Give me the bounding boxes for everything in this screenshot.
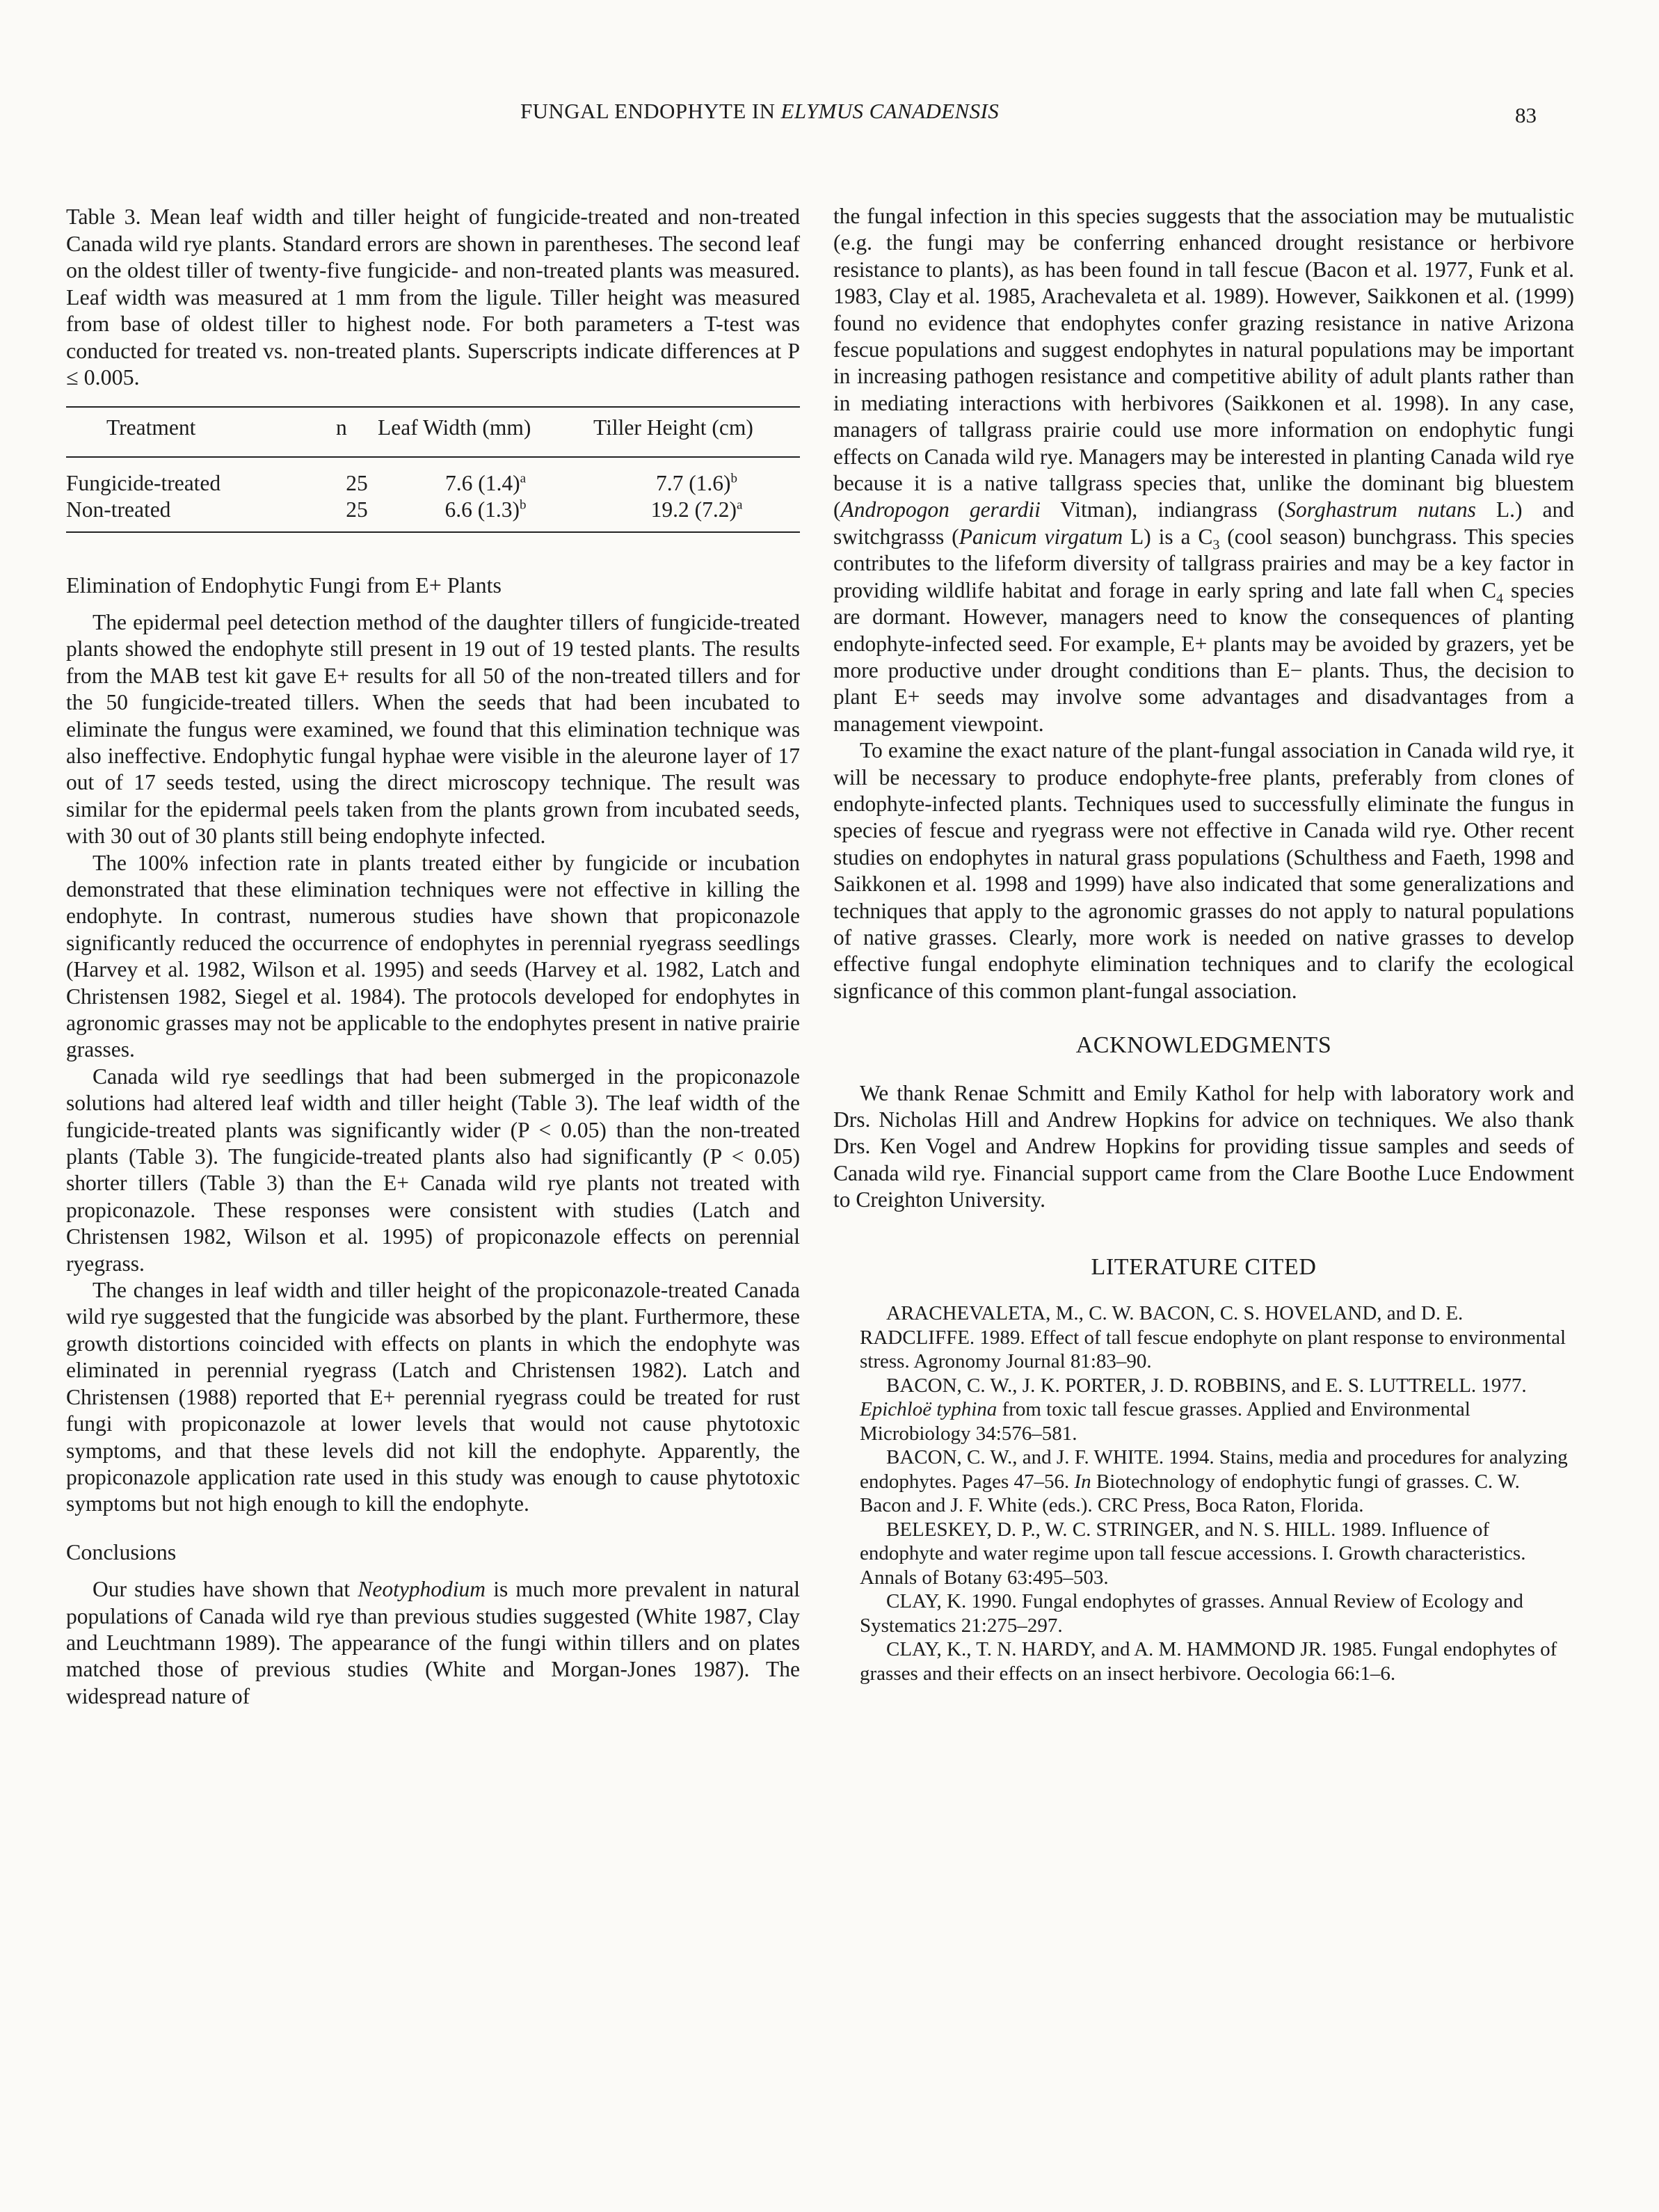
paragraph: Canada wild rye seedlings that had been submerged in the propiconazole solutions had altered leaf width and tiller height (Table 3). The leaf width of the fungicide-treated plants was significantly wider (P < 0.05) than the non-treated plants (Table 3). The fungicide-treated plants also had significantly (P < 0.05) shorter tillers (Table 3) than the E+ Canada wild rye plants not treated with propiconazole. These responses were consistent with studies (Latch and Christensen 1982, Wilson et al. 1995) of propiconazole effects on perennial ryegrass. — [66, 1064, 800, 1276]
reference-item — [833, 1374, 1574, 1446]
text-run: L.) and switchgrasss ( — [833, 497, 1574, 549]
acknowledgments — [833, 1080, 1574, 1214]
reference-item: CLAY, K. 1990. Fungal endophytes of grasses. Annual Review of Ecology and Systematics 21:275–297. — [860, 1590, 1523, 1637]
text-run: from toxic tall fescue grasses. Applied and Environmental Microbiology 34:576–581. — [860, 1398, 1470, 1445]
paragraph — [66, 1576, 800, 1710]
text-run-italic: In — [1074, 1470, 1091, 1493]
table-row — [66, 497, 800, 532]
text-run: Vitman), indiangrass ( — [1040, 497, 1285, 522]
species-name: Panicum virgatum — [959, 524, 1123, 549]
table-caption: Table 3. Mean leaf width and tiller height of fungicide-treated and non-treated Canada wild rye plants. Standard errors are shown in parentheses. The second leaf on the oldest tiller of twenty-five fungicide- and non-treated plants was measured. Leaf width was measured at 1 mm from the ligule. Tiller height was measured from base of oldest tiller to highest node. For both parameters a T-test was conducted for treated vs. non-treated plants. Superscripts indicate differences at P ≤ 0.005. — [66, 204, 800, 390]
subscript: 3 — [1212, 537, 1220, 553]
text-run: the fungal infection in this species suggests that the association may be mutualistic (e.g. the fungi may be conferring enhanced drought resistance or herbivore resistance to plants), as has been found in tall fescue (Bacon et al. 1977, Funk et al. 1983, Clay et al. 1985, Arachevaleta et al. 1989). However, Saikkonen et al. (1999) found no evidence that endophytes confer grazing resistance in native Arizona fescue populations and suggest endophytes in natural populations may be important in increasing pathogen resistance and competitive ability of adult plants rather than in mediating interactions with herbivores (Saikkonen et al. 1998). In any case, managers of tallgrass prairie could use more information on endophytic fungi effects on Canada wild rye. Managers may be interested in planting Canada wild rye because it is a native tallgrass species that, unlike the dominant big bluestem ( — [833, 204, 1574, 522]
leaf-superscript: a — [520, 471, 527, 486]
running-head-text: FUNGAL ENDOPHYTE IN — [520, 99, 781, 123]
leaf-value: 6.6 (1.3) — [444, 497, 520, 522]
acknowledgments-heading: ACKNOWLEDGMENTS — [1075, 1032, 1332, 1059]
tiller-value: 7.7 (1.6) — [655, 470, 731, 495]
running-head-species: ELYMUS CANADENSIS — [780, 99, 1000, 123]
cell-n: 25 — [336, 497, 378, 532]
reference-item — [833, 1445, 1574, 1518]
genus-name: Neotyphodium — [358, 1577, 486, 1602]
tiller-superscript: b — [730, 471, 738, 486]
page-number: 83 — [1515, 103, 1537, 127]
col-header-n: n — [336, 407, 378, 457]
subscript: 4 — [1496, 590, 1503, 606]
reference-item: CLAY, K., T. N. HARDY, and A. M. HAMMOND JR. 1985. Fungal endophytes of grasses and their effects on an insect herbivore. Oecologia 66:1–6. — [860, 1638, 1557, 1685]
text-run: species are dormant. However, managers need to know the consequences of planting endophyte-infected seed. For example, E+ plants may be avoided by grazers, yet be more productive under drought conditions than E− plants. Thus, the decision to plant E+ seeds may involve some advantages and disadvantages from a management viewpoint. — [833, 577, 1574, 736]
text-run: (cool season) bunchgrass. This species contributes to the lifeform diversity of tallgrass prairies and may be a key factor in providing wildlife habitat and forage in early spring and late fall when C — [833, 524, 1574, 602]
section-heading-elimination: Elimination of Endophytic Fungi from E+ Plants — [66, 572, 502, 598]
species-name: Epichloë typhina — [860, 1398, 997, 1421]
paragraph: The 100% infection rate in plants treated either by fungicide or incubation demonstrated that these elimination techniques were not effective in killing the endophyte. In contrast, numerous studies have shown that propiconazole significantly reduced the occurrence of endophytes in perennial ryegrass seedlings (Harvey et al. 1982, Wilson et al. 1995) and seeds (Harvey et al. 1982, Latch and Christensen 1982, Siegel et al. 1984). The protocols developed for endophytes in agronomic grasses may not be applicable to the endophytes present in native prairie grasses. — [66, 850, 800, 1062]
text-run: Our studies have shown that — [93, 1577, 358, 1602]
paragraph: To examine the exact nature of the plant-fungal association in Canada wild rye, it will be necessary to produce endophyte-free plants, preferably from clones of endophyte-infected plants. Techniques used to successfully eliminate the fungus in species of fescue and ryegrass were not effective in Canada wild rye. Other recent studies on endophytes in natural grass populations (Schulthess and Faeth, 1998 and Saikkonen et al. 1998 and 1999) have also indicated that some generalizations and techniques that apply to the agronomic grasses do not apply to natural populations of native grasses. Clearly, more work is needed on native grasses to develop effective fungal endophyte elimination techniques and to clarify the ecological signficance of this common plant-fungal association. — [833, 738, 1574, 1003]
reference-item: BELESKEY, D. P., W. C. STRINGER, and N. S. HILL. 1989. Influence of endophyte and water regime upon tall fescue accessions. I. Growth characteristics. Annals of Botany 63:495–503. — [860, 1518, 1526, 1589]
text-run: BACON, C. W., and J. F. WHITE. 1994. Stains, media and procedures for analyzing endophytes. Pages 47–56. — [860, 1446, 1568, 1493]
tiller-superscript: a — [736, 497, 743, 512]
paragraph: The changes in leaf width and tiller height of the propiconazole-treated Canada wild rye suggested that the fungicide was absorbed by the plant. Furthermore, these growth distortions coincided with effects on plants in which the endophyte was eliminated in perennial ryegrass (Latch and Christensen 1982). Latch and Christensen (1988) reported that E+ perennial ryegrass could be treated for rust fungi with propiconazole at lower levels that would not cause phytotoxic symptoms, and that these levels did not kill the endophyte. Apparently, the propiconazole application rate used in this study was enough to cause phytotoxic symptoms but not high enough to kill the endophyte. — [66, 1278, 800, 1516]
text-run: L) is a C — [1123, 524, 1213, 549]
col-header-treatment: Treatment — [66, 407, 336, 457]
section-heading-conclusions: Conclusions — [66, 1539, 177, 1564]
paragraph — [833, 203, 1574, 737]
table-header-row — [66, 407, 800, 457]
leaf-value: 7.6 (1.4) — [444, 470, 520, 495]
data-table — [66, 406, 800, 533]
literature-cited-heading: LITERATURE CITED — [1091, 1253, 1317, 1280]
col-header-leaf-width: Leaf Width (mm) — [378, 407, 593, 457]
cell-treatment: Fungicide-treated — [66, 470, 221, 495]
tiller-value: 19.2 (7.2) — [650, 497, 737, 522]
col-header-tiller-height: Tiller Height (cm) — [593, 407, 800, 457]
table-row — [66, 457, 800, 497]
text-run: BACON, C. W., J. K. PORTER, J. D. ROBBINS, and E. S. LUTTRELL. 1977. — [886, 1374, 1527, 1397]
species-name: Sorghastrum nutans — [1285, 497, 1476, 522]
text-run: Biotechnology of endophytic fungi of grasses. C. W. Bacon and J. F. White (eds.). CRC Press, Boca Raton, Florida. — [860, 1470, 1520, 1517]
species-name: Andropogon gerardii — [840, 497, 1041, 522]
left-column — [66, 203, 800, 1710]
cell-leaf-width — [378, 457, 593, 497]
reference-item: ARACHEVALETA, M., C. W. BACON, C. S. HOVELAND, and D. E. RADCLIFFE. 1989. Effect of tall fescue endophyte on plant response to environmental stress. Agronomy Journal 81:83–90. — [860, 1302, 1566, 1373]
right-column — [833, 203, 1574, 1685]
paragraph: The epidermal peel detection method of the daughter tillers of fungicide-treated plants showed the endophyte still present in 19 out of 19 tested plants. The results from the MAB test kit gave E+ results for all 50 of the non-treated tillers and for the 50 fungicide-treated tillers. When the seeds that had been incubated to eliminate the fungus were examined, we found that this elimination technique was also ineffective. Endophytic fungal hyphae were visible in the aleurone layer of 17 out of 17 seeds tested, using the direct microscopy technique. The result was similar for the epidermal peels taken from the plants grown from incubated seeds, with 30 out of 30 plants still being endophyte infected. — [66, 609, 800, 849]
text-run: is much more prevalent in natural populations of Canada wild rye than previous studies suggested (White 1987, Clay and Leuchtmann 1989). The appearance of the fungi within tillers and on plates matched those of previous studies (White and Morgan-Jones 1987). The widespread nature of — [66, 1577, 800, 1708]
cell-treatment: Non-treated — [66, 497, 336, 532]
running-head — [520, 99, 999, 124]
cell-tiller-height — [593, 497, 800, 532]
cell-leaf-width — [378, 497, 593, 532]
paragraph: We thank Renae Schmitt and Emily Kathol for help with laboratory work and Drs. Nicholas Hill and Andrew Hopkins for advice on techniques. We also thank Drs. Ken Vogel and Andrew Hopkins for providing tissue samples and seeds of Canada wild rye. Financial support came from the Clare Boothe Luce Endowment to Creighton University. — [833, 1080, 1574, 1212]
reference-list — [833, 1301, 1574, 1685]
cell-n: 25 — [346, 470, 368, 495]
leaf-superscript: b — [520, 497, 527, 512]
cell-tiller-height — [593, 457, 800, 497]
